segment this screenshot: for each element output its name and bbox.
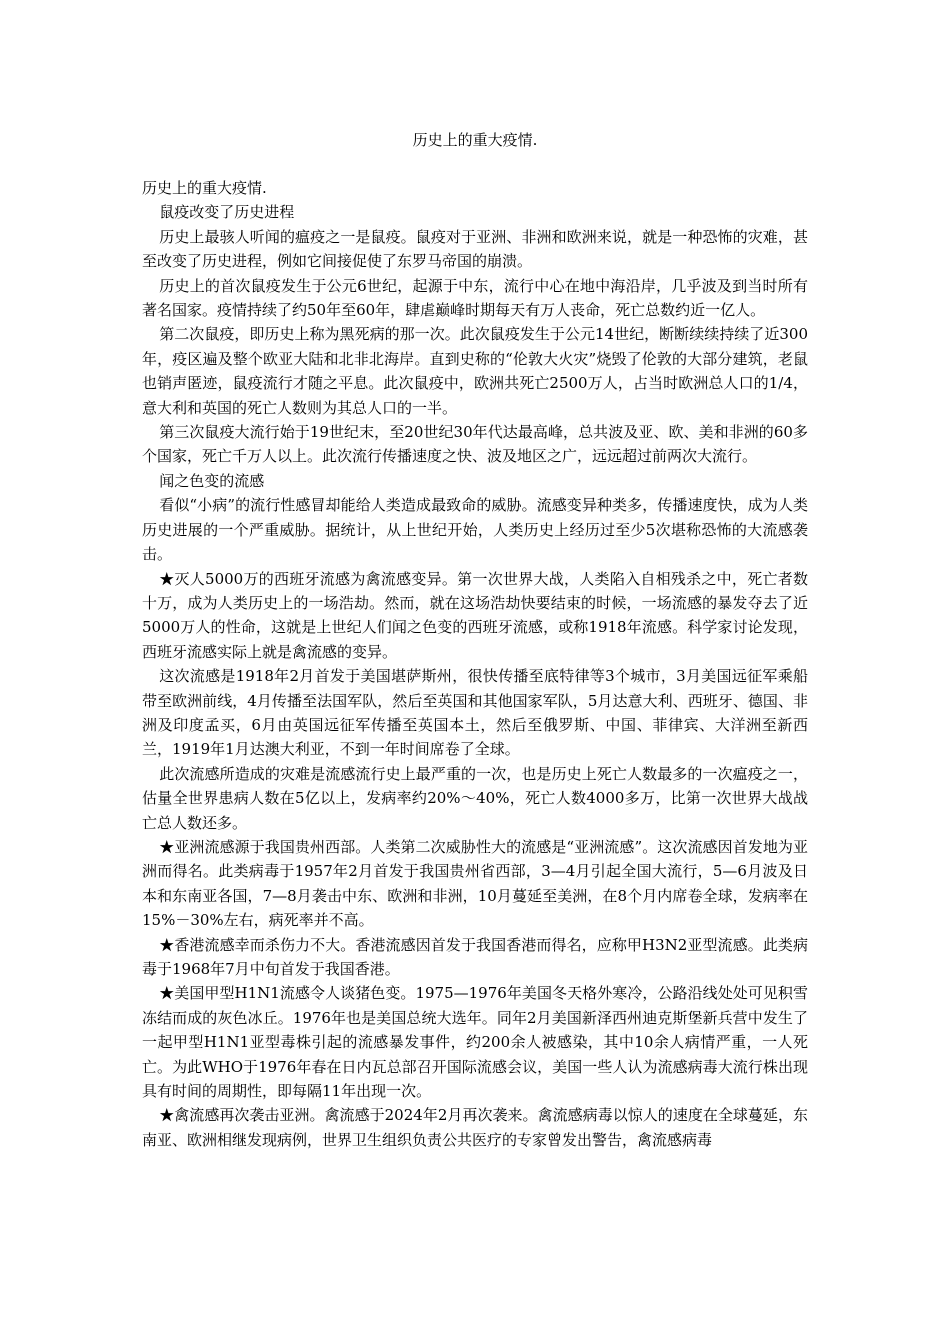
paragraph: 看似“小病”的流行性感冒却能给人类造成最致命的威胁。流感变异种类多，传播速度快，成为人类历史进展的一个严重威胁。据统计，从上世纪开始，人类历史上经历过至少5次堪称恐怖的大流感袭击。 [142,496,808,564]
paragraph: ★禽流感再次袭击亚洲。禽流感于2024年2月再次袭来。禽流感病毒以惊人的速度在全球蔓延，东南亚、欧洲相继发现病例，世界卫生组织负责公共医疗的专家曾发出警告，禽流感病毒 [142,1106,808,1149]
section-heading: 鼠疫改变了历史进程 [159,203,295,222]
paragraph: 历史上最骇人听闻的瘟疫之一是鼠疫。鼠疫对于亚洲、非洲和欧洲来说，就是一种恐怖的灾难，甚至改变了历史进程，例如它间接促使了东罗马帝国的崩溃。 [142,227,808,271]
page-title: 历史上的重大疫情. [412,131,538,149]
paragraph: ★美国甲型H1N1流感令人谈猪色变。1975—1976年美国冬天格外寒冷，公路沿线处处可见积雪冻结而成的灰色冰丘。1976年也是美国总统大选年。同年2月美国新泽西州迪克斯堡新兵营中发生了一起甲型H1N1亚型毒株引起的流感暴发事件，约200余人被感染，其中10余人病情严重，一人死亡。为此WHO于1976年春在日内瓦总部召开国际流感会议，美国一些人认为流感病毒大流行株出现具有时间的周期性，即每隔11年出现一次。 [142,984,808,1101]
paragraph: ★香港流感幸而杀伤力不大。香港流感因首发于我国香港而得名，应称甲H3N2亚型流感。此类病毒于1968年7月中旬首发于我国香港。 [142,935,808,978]
paragraph: 第三次鼠疫大流行始于19世纪末，至20世纪30年代达最高峰，总共波及亚、欧、美和非洲的60多个国家，死亡千万人以上。此次流行传播速度之快、波及地区之广，远远超过前两次大流行。 [142,423,808,466]
section-heading: 闻之色变的流感 [159,471,265,490]
paragraph: 此次流感所造成的灾难是流感流行史上最严重的一次，也是历史上死亡人数最多的一次瘟疫之一，估量全世界患病人数在5亿以上，发病率约20%～40%，死亡人数4000多万，比第一次世界大战战亡总人数还多。 [142,764,808,832]
paragraph: 历史上的重大疫情. [142,179,267,197]
document-body [142,176,808,1152]
paragraph: 第二次鼠疫，即历史上称为黑死病的那一次。此次鼠疫发生于公元14世纪，断断续续持续了近300年，疫区遍及整个欧亚大陆和北非北海岸。直到史称的“伦敦大火灾”烧毁了伦敦的大部分建筑，老鼠也销声匿迹，鼠疫流行才随之平息。此次鼠疫中，欧洲共死亡2500万人，占当时欧洲总人口的1/4，意大利和英国的死亡人数则为其总人口的一半。 [142,325,808,417]
paragraph: 历史上的首次鼠疫发生于公元6世纪，起源于中东，流行中心在地中海沿岸，几乎波及到当时所有著名国家。疫情持续了约50年至60年，肆虐巅峰时期每天有万人丧命，死亡总数约近一亿人。 [142,276,808,320]
paragraph: 这次流感是1918年2月首发于美国堪萨斯州，很快传播至底特律等3个城市，3月美国远征军乘船带至欧洲前线，4月传播至法国军队，然后至英国和其他国家军队，5月达意大利、西班牙、德国、非洲及印度孟买，6月由英国远征军传播至英国本土，然后至俄罗斯、中国、菲律宾、大洋洲至新西兰，1919年1月达澳大利亚，不到一年时间席卷了全球。 [142,667,808,759]
paragraph: ★亚洲流感源于我国贵州西部。人类第二次威胁性大的流感是“亚洲流感”。这次流感因首发地为亚洲而得名。此类病毒于1957年2月首发于我国贵州省西部，3—4月引起全国大流行，5—6月波及日本和东南亚各国，7—8月袭击中东、欧洲和非洲，10月蔓延至美洲，在8个月内席卷全球，发病率在15%－30%左右，病死率并不高。 [142,837,808,930]
paragraph: ★灭人5000万的西班牙流感为禽流感变异。第一次世界大战，人类陷入自相残杀之中，死亡者数十万，成为人类历史上的一场浩劫。然而，就在这场浩劫快要结束的时候，一场流感的暴发夺去了近5000万人的性命，这就是上世纪人们闻之色变的西班牙流感，或称1918年流感。科学家讨论发现，西班牙流感实际上就是禽流感的变异。 [142,569,808,661]
